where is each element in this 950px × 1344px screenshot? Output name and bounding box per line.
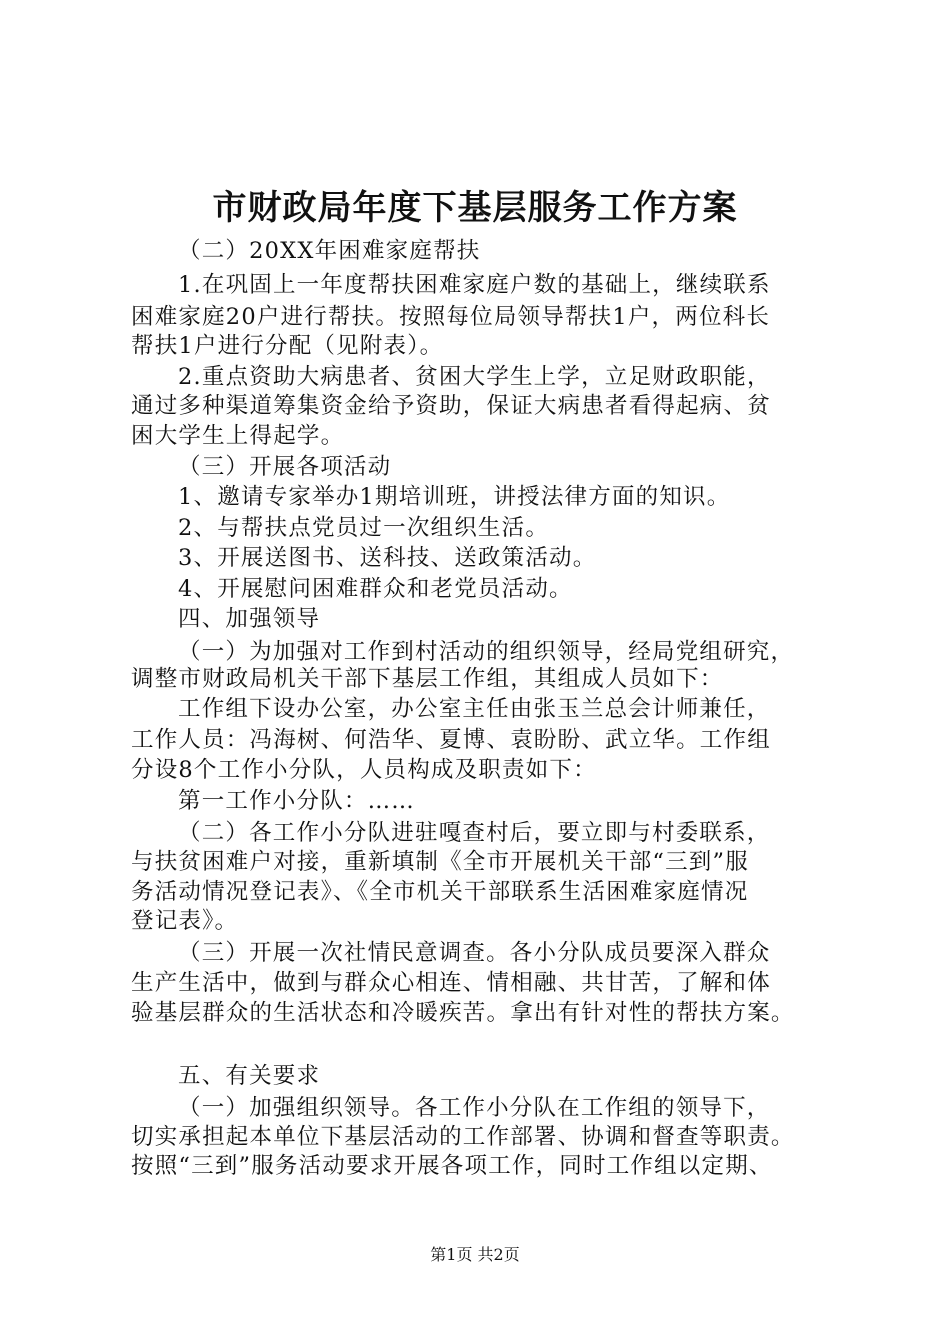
body-line: 验基层群众的生活状态和冷暖疾苦。拿出有针对性的帮扶方案。: [131, 1000, 795, 1026]
body-line: （一）为加强对工作到村活动的组织领导，经局党组研究，: [178, 639, 795, 665]
body-line: （一）加强组织领导。各工作小分队在工作组的领导下，: [178, 1095, 771, 1121]
body-line: 生产生活中，做到与群众心相连、情相融、共甘苦，了解和体: [131, 970, 771, 996]
body-line: （二）各工作小分队进驻嘎查村后，要立即与村委联系，: [178, 820, 771, 846]
body-line: 困大学生上得起学。: [131, 423, 345, 449]
body-line: 2.重点资助大病患者、贫困大学生上学，立足财政职能，: [178, 364, 771, 390]
body-line: 按照“三到”服务活动要求开展各项工作，同时工作组以定期、: [131, 1153, 773, 1179]
body-line: 工作组下设办公室，办公室主任由张玉兰总会计师兼任，: [178, 696, 771, 722]
body-line: 调整市财政局机关干部下基层工作组，其组成人员如下：: [131, 666, 724, 692]
body-line: 登记表》。: [131, 908, 239, 934]
body-line: 帮扶1户进行分配（见附表）。: [131, 333, 444, 359]
body-line: 与扶贫困难户对接，重新填制《全市开展机关干部“三到”服: [131, 849, 749, 875]
body-line: 2、与帮扶点党员过一次组织生活。: [178, 515, 550, 541]
body-line: 通过多种渠道筹集资金给予资助，保证大病患者看得起病、贫: [131, 393, 771, 419]
body-line: 分设8个工作小分队，人员构成及职责如下：: [131, 757, 597, 783]
body-line: 1.在巩固上一年度帮扶困难家庭户数的基础上，继续联系: [178, 272, 771, 298]
body-line: （三）开展各项活动: [178, 454, 392, 480]
body-line: 1、邀请专家举办1期培训班，讲授法律方面的知识。: [178, 484, 731, 510]
body-line: （二）20XX年困难家庭帮扶: [178, 238, 481, 264]
body-line: 工作人员：冯海树、何浩华、夏博、袁盼盼、武立华。工作组: [131, 727, 771, 753]
body-line: 四、加强领导: [178, 606, 321, 632]
body-line: 务活动情况登记表》、《全市机关干部联系生活困难家庭情况: [131, 879, 749, 905]
document-title: 市财政局年度下基层服务工作方案: [212, 188, 738, 228]
body-line: 困难家庭20户进行帮扶。按照每位局领导帮扶1户，两位科长: [131, 304, 771, 330]
body-line: 第一工作小分队：……: [178, 788, 416, 814]
body-line: 3、开展送图书、送科技、送政策活动。: [178, 545, 597, 571]
body-line: 切实承担起本单位下基层活动的工作部署、协调和督查等职责。: [131, 1124, 795, 1150]
body-line: （三）开展一次社情民意调查。各小分队成员要深入群众: [178, 940, 771, 966]
body-line: 五、有关要求: [178, 1063, 321, 1089]
page-number: 第1页 共2页: [430, 1245, 520, 1264]
body-line: 4、开展慰问困难群众和老党员活动。: [178, 576, 573, 602]
